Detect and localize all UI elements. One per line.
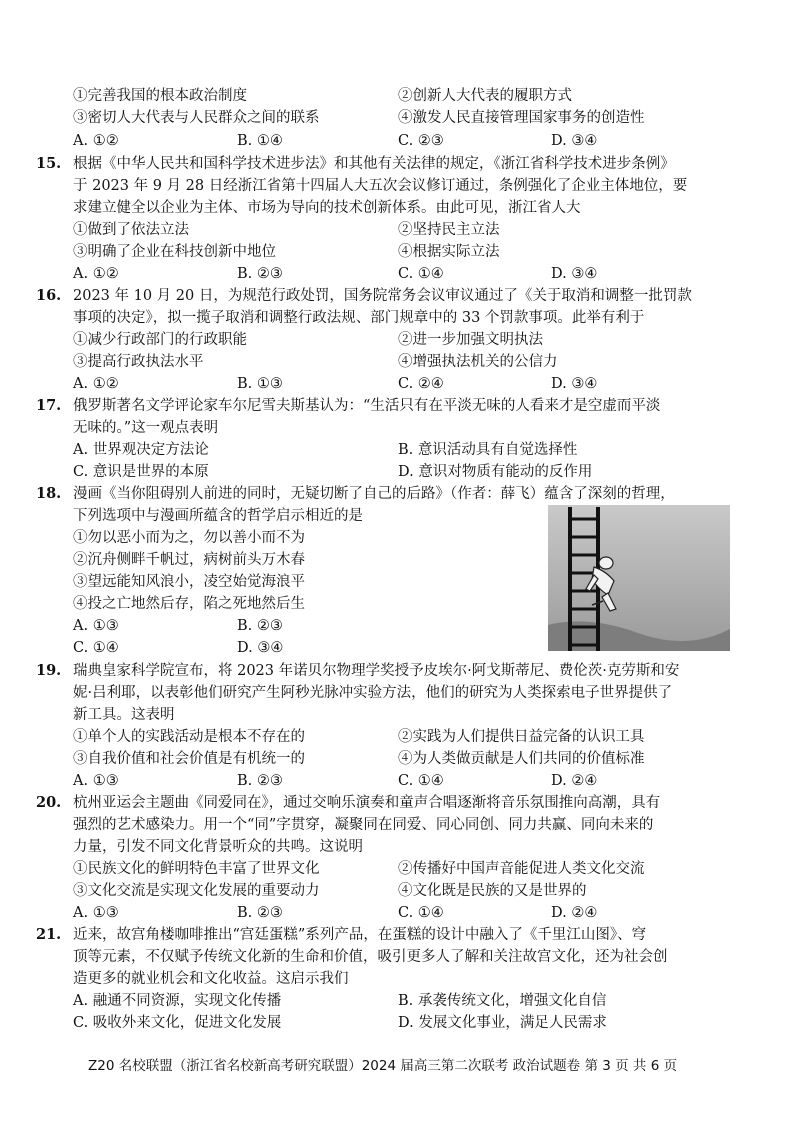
q15-number: 15. — [36, 155, 62, 172]
q20-item-2: ②传播好中国声音能促进人类文化交流 — [398, 861, 645, 877]
q18-item-4: ④投之亡地然后存，陷之死地然后生 — [73, 596, 305, 612]
q14-choice-b: B. ①④ — [237, 133, 283, 149]
q18-item-2: ②沉舟侧畔千帆过，病树前头万木春 — [73, 552, 305, 568]
q15-item-2: ②坚持民主立法 — [398, 222, 500, 238]
q16-choice-a: A. ①② — [73, 376, 119, 392]
q14-item-2: ②创新人大代表的履职方式 — [398, 88, 572, 104]
q15-choice-a: A. ①② — [73, 266, 119, 282]
q20-choice-d: D. ②④ — [551, 905, 598, 921]
q19-choice-b: B. ②③ — [237, 773, 283, 789]
q14-item-1: ①完善我国的根本政治制度 — [73, 88, 247, 104]
q20-number: 20. — [36, 794, 62, 811]
q14-item-4: ④激发人民直接管理国家事务的创造性 — [398, 110, 645, 126]
q16-choice-d: D. ③④ — [551, 376, 598, 392]
q17-option-b: B. 意识活动具有自觉选择性 — [398, 442, 578, 458]
q20-stem-1: 杭州亚运会主题曲《同爱同在》，通过交响乐演奏和童声合唱逐渐将音乐氛围推向高潮，具有 — [73, 795, 661, 811]
q18-stem-1: 漫画《当你阻碍别人前进的同时，无疑切断了自己的后路》（作者：薛飞）蕴含了深刻的哲理， — [73, 486, 675, 502]
q19-stem-3: 新工具。这表明 — [73, 707, 175, 723]
q15-stem-3: 求建立健全以企业为主体、市场为导向的技术创新体系。由此可见，浙江省人大 — [73, 200, 581, 216]
q14-choice-a: A. ①② — [73, 133, 119, 149]
q16-choice-b: B. ①③ — [237, 376, 283, 392]
q21-stem-3: 造更多的就业机会和文化收益。这启示我们 — [73, 971, 349, 987]
q20-item-3: ③文化交流是实现文化发展的重要动力 — [73, 883, 320, 899]
q20-stem-3: 力量，引发不同文化背景听众的共鸣。这说明 — [73, 839, 363, 855]
q16-number: 16. — [36, 287, 62, 304]
q21-option-a: A. 融通不同资源，实现文化传播 — [73, 993, 282, 1009]
q19-choice-c: C. ①④ — [398, 773, 444, 789]
q21-stem-1: 近来，故宫角楼咖啡推出“宫廷蛋糕”系列产品，在蛋糕的设计中融入了《千里江山图》、穹 — [73, 927, 647, 943]
q19-item-3: ③自我价值和社会价值是有机统一的 — [73, 751, 305, 767]
q20-stem-2: 强烈的艺术感染力。用一个“同”字贯穿，凝聚同在同爱、同心同创、同力共赢、同向未来的 — [73, 817, 654, 833]
q16-item-4: ④增强执法机关的公信力 — [398, 354, 558, 370]
q15-stem-1: 根据《中华人民共和国科学技术进步法》和其他有关法律的规定，《浙江省科学技术进步条例》 — [73, 156, 675, 172]
q15-stem-2: 于 2023 年 9 月 28 日经浙江省第十四届人大五次会议修订通过，条例强化了企业主体地位，要 — [73, 178, 688, 194]
q17-option-d: D. 意识对物质有能动的反作用 — [398, 464, 593, 480]
q17-option-c: C. 意识是世界的本原 — [73, 464, 209, 480]
q21-option-d: D. 发展文化事业，满足人民需求 — [398, 1015, 607, 1031]
q20-choice-a: A. ①③ — [73, 905, 119, 921]
q16-item-1: ①减少行政部门的行政职能 — [73, 332, 247, 348]
q19-stem-2: 妮·吕利耶，以表彰他们研究产生阿秒光脉冲实验方法，他们的研究为人类探索电子世界提供了 — [73, 685, 673, 701]
q18-number: 18. — [36, 485, 62, 502]
q16-item-2: ②进一步加强文明执法 — [398, 332, 543, 348]
q19-choice-a: A. ①③ — [73, 773, 119, 789]
q19-item-4: ④为人类做贡献是人们共同的价值标准 — [398, 751, 645, 767]
q15-item-3: ③明确了企业在科技创新中地位 — [73, 244, 276, 260]
q15-item-1: ①做到了依法立法 — [73, 222, 189, 238]
q14-choice-c: C. ②③ — [398, 133, 444, 149]
q16-item-3: ③提高行政执法水平 — [73, 354, 204, 370]
q15-item-4: ④根据实际立法 — [398, 244, 500, 260]
q16-stem-2: 事项的决定》，拟一揽子取消和调整行政法规、部门规章中的 33 个罚款事项。此举有利于 — [73, 310, 645, 326]
q16-choice-c: C. ②④ — [398, 376, 444, 392]
ladder-cartoon-image — [548, 505, 730, 651]
page-footer: Z20 名校联盟（浙江省名校新高考研究联盟）2024 届高三第二次联考 政治试题卷 第 3 页 共 6 页 — [88, 1058, 678, 1074]
q21-number: 21. — [36, 926, 62, 943]
q19-stem-1: 瑞典皇家科学院宣布，将 2023 年诺贝尔物理学奖授予皮埃尔·阿戈斯蒂尼、费伦茨·克劳斯和安 — [73, 663, 680, 679]
q20-choice-b: B. ②③ — [237, 905, 283, 921]
q18-choice-c: C. ①④ — [73, 640, 119, 656]
q21-option-c: C. 吸收外来文化，促进文化发展 — [73, 1015, 282, 1031]
q14-choice-d: D. ③④ — [551, 133, 598, 149]
q18-choice-b: B. ②③ — [237, 618, 283, 634]
q18-stem-2: 下列选项中与漫画所蕴含的哲学启示相近的是 — [73, 508, 363, 524]
q14-item-3: ③密切人大代表与人民群众之间的联系 — [73, 110, 320, 126]
q18-item-1: ①勿以恶小而为之，勿以善小而不为 — [73, 530, 305, 546]
q19-number: 19. — [36, 662, 62, 679]
q17-number: 17. — [36, 397, 62, 414]
q17-stem-2: 无味的。”这一观点表明 — [73, 420, 219, 436]
q18-choice-a: A. ①③ — [73, 618, 119, 634]
q15-choice-d: D. ③④ — [551, 266, 598, 282]
q20-choice-c: C. ①④ — [398, 905, 444, 921]
q19-item-1: ①单个人的实践活动是根本不存在的 — [73, 729, 305, 745]
q15-choice-c: C. ①④ — [398, 266, 444, 282]
q18-item-3: ③望远能知风浪小，凌空始觉海浪平 — [73, 574, 305, 590]
q19-item-2: ②实践为人们提供日益完备的认识工具 — [398, 729, 645, 745]
q15-choice-b: B. ②③ — [237, 266, 283, 282]
q17-stem-1: 俄罗斯著名文学评论家车尔尼雪夫斯基认为：“生活只有在平淡无味的人看来才是空虚而平淡 — [73, 398, 661, 414]
q18-choice-d: D. ③④ — [237, 640, 284, 656]
q20-item-1: ①民族文化的鲜明特色丰富了世界文化 — [73, 861, 320, 877]
q21-option-b: B. 承袭传统文化，增强文化自信 — [398, 993, 607, 1009]
q17-option-a: A. 世界观决定方法论 — [73, 442, 209, 458]
q19-choice-d: D. ②④ — [551, 773, 598, 789]
q16-stem-1: 2023 年 10 月 20 日，为规范行政处罚，国务院常务会议审议通过了《关于取消和调整一批罚款 — [73, 288, 692, 304]
q21-stem-2: 顶等元素，不仅赋予传统文化新的生命和价值，吸引更多人了解和关注故宫文化，还为社会创 — [73, 949, 668, 965]
q20-item-4: ④文化既是民族的又是世界的 — [398, 883, 587, 899]
